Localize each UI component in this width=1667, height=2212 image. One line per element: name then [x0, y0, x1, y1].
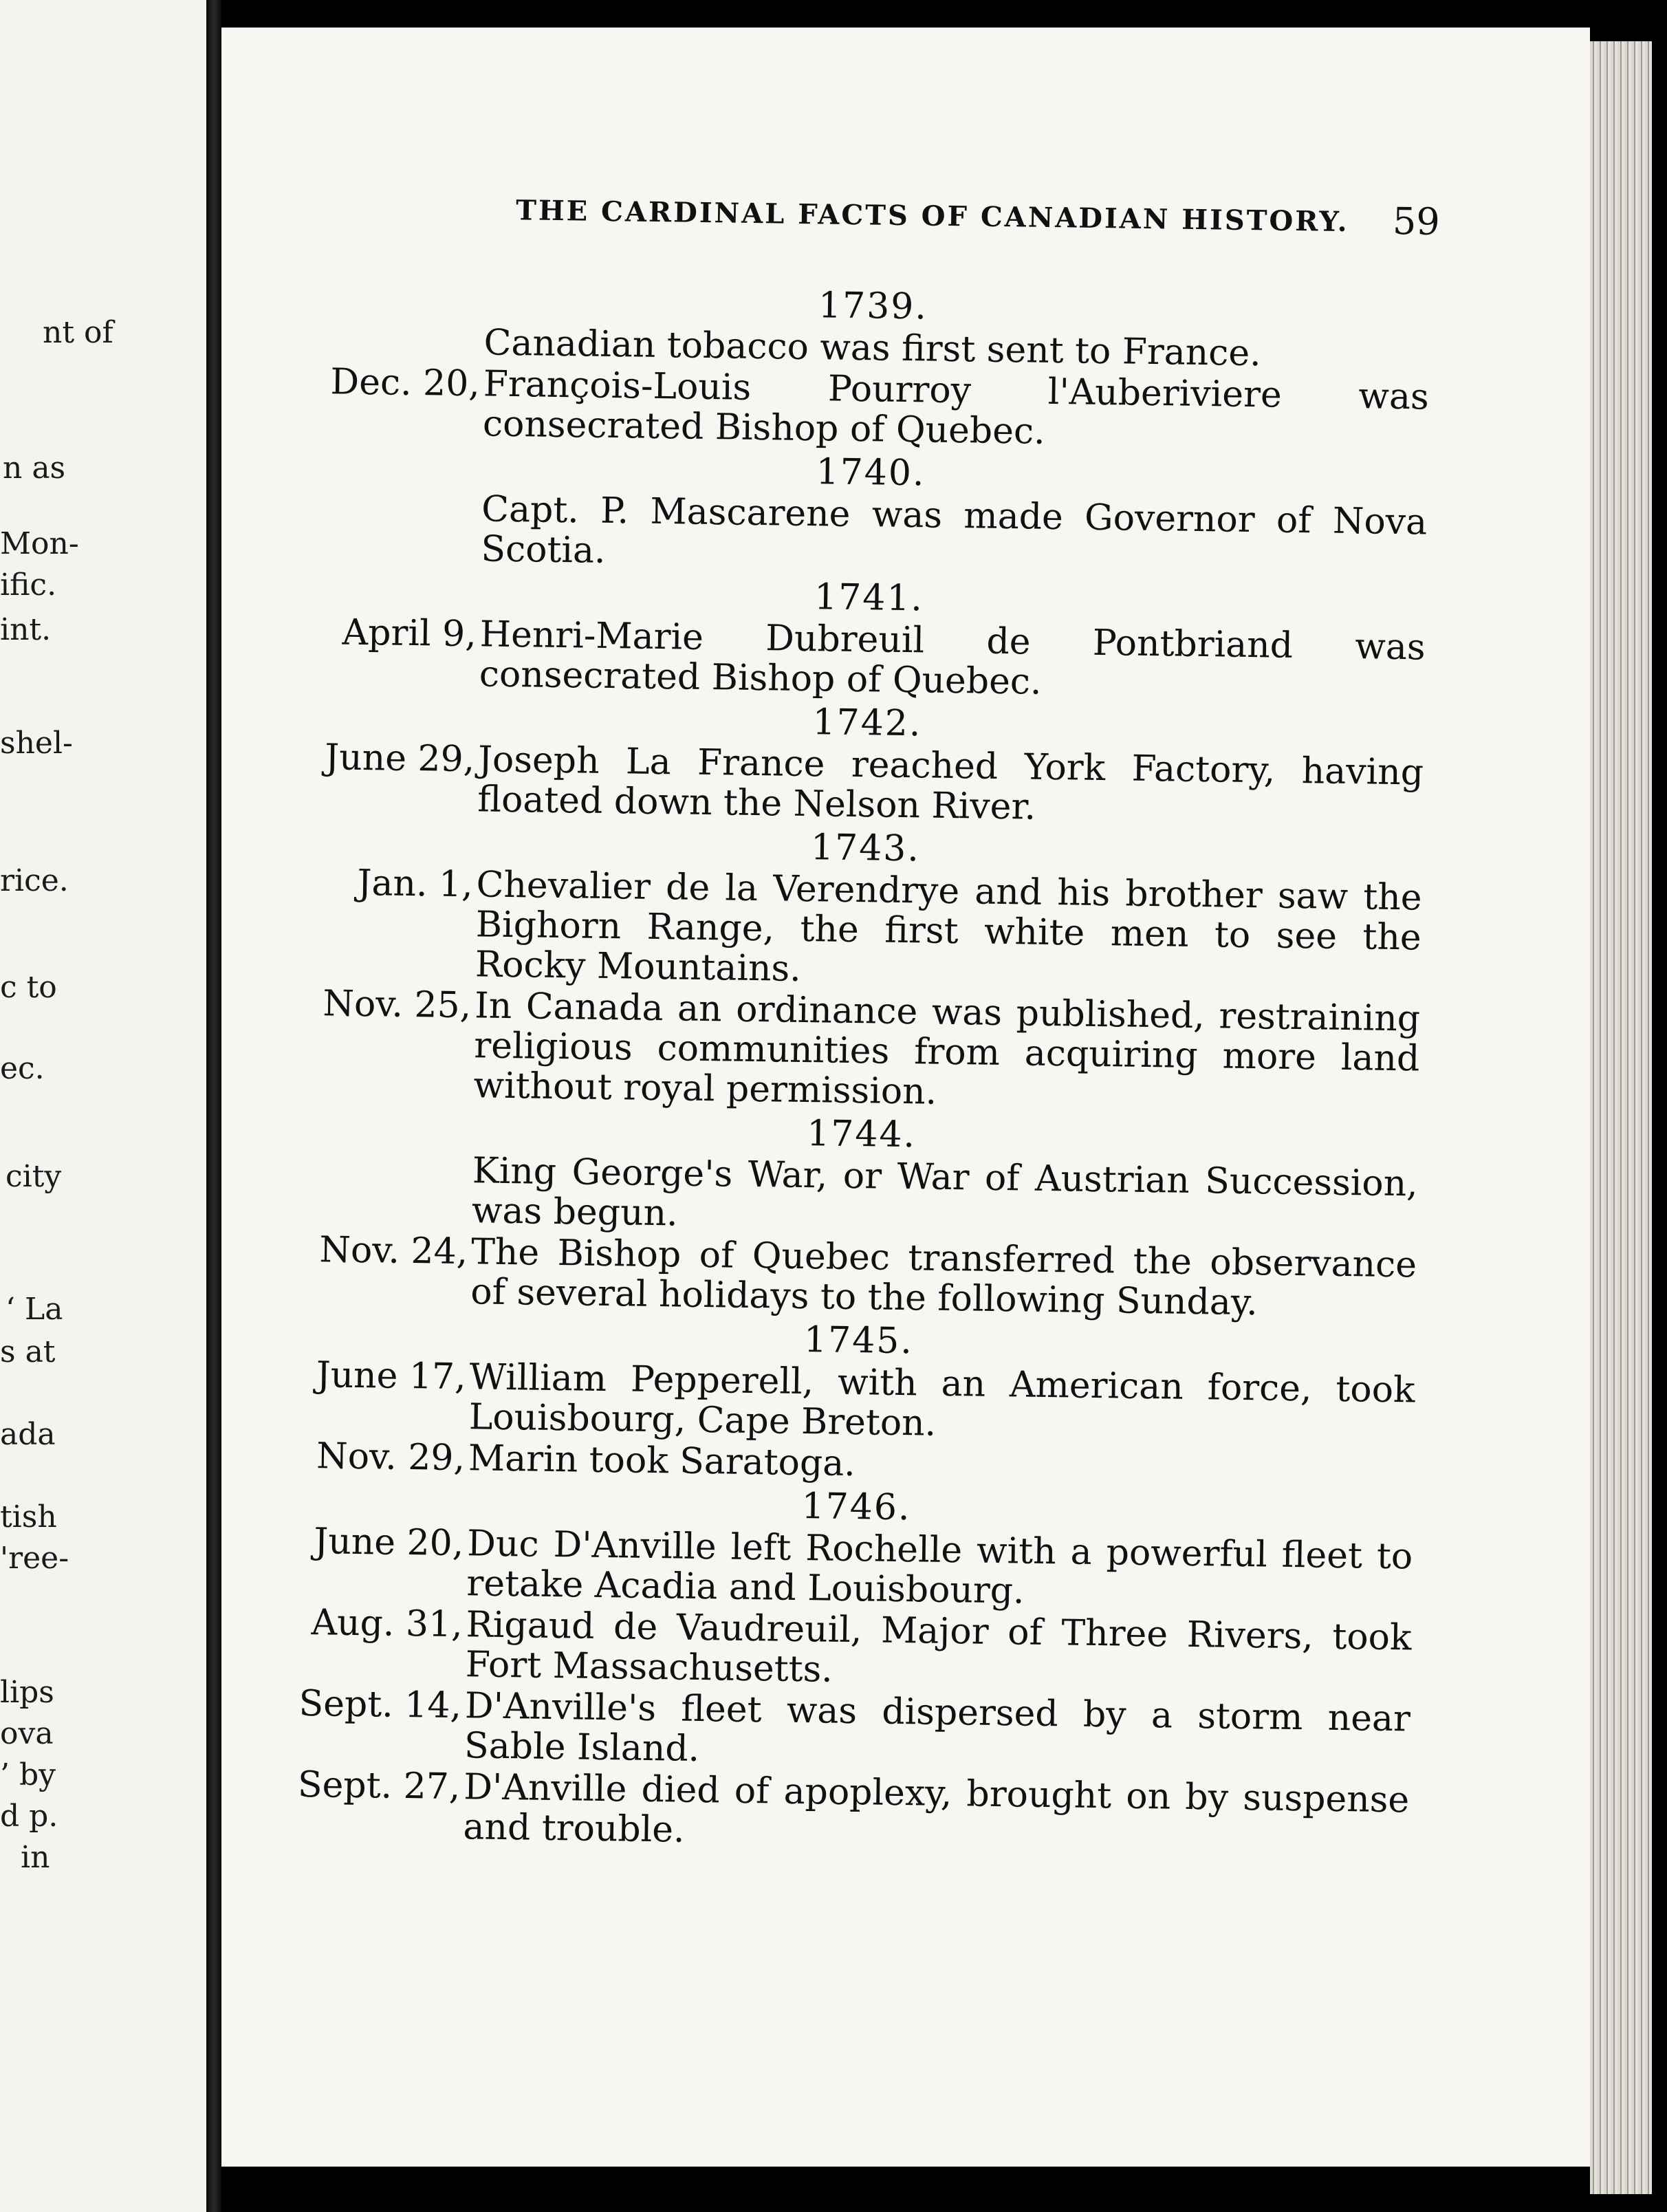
entry-text: Marin took Saratoga. [468, 1438, 856, 1485]
year-heading: 1745. [803, 1319, 914, 1363]
chronology-entry [296, 1603, 1411, 1698]
year-section [300, 1312, 1416, 1492]
entry-date: Dec. 20, [330, 361, 481, 405]
chronology-entry [309, 737, 1424, 833]
year-heading: 1741. [814, 576, 924, 620]
entry-date: Nov. 29, [316, 1435, 466, 1479]
year-section [314, 278, 1430, 457]
entry-text: François-Louis Pourroy l'Auberiviere was consecrated Bishop of Quebec. [482, 363, 1430, 453]
entry-date: April 9, [342, 611, 477, 655]
year-heading: 1739. [818, 285, 928, 328]
entry-date: June 17, [316, 1354, 467, 1398]
entry-date: Aug. 31, [311, 1602, 464, 1646]
chronology-entry [294, 1765, 1409, 1861]
chronology-entry [312, 487, 1427, 583]
year-section [309, 695, 1424, 833]
chronology-entry [305, 984, 1420, 1119]
chronology-body [294, 275, 1430, 1861]
year-section [305, 820, 1423, 1119]
facing-page-fragment: ova [0, 1716, 54, 1751]
facing-page-fragment: ada [0, 1417, 56, 1452]
facing-page-fragment: Mon- [0, 526, 79, 561]
chronology-entry [303, 1149, 1418, 1244]
facing-page-fragment: n as [3, 451, 66, 486]
facing-page-fragment: d p. [0, 1799, 58, 1834]
entry-text: Rigaud de Vaudreuil, Major of Three Rivers, took Fort Massachusetts. [465, 1604, 1412, 1691]
facing-page-fragment: rice. [0, 863, 69, 898]
facing-page-fragment: ‘ La [6, 1292, 63, 1327]
facing-page-fragment: tish [0, 1499, 57, 1535]
page-number: 59 [1392, 199, 1441, 243]
year-heading: 1746. [801, 1486, 911, 1529]
facing-page-fragment: s at [0, 1334, 56, 1369]
year-section [311, 570, 1426, 708]
entry-date: June 29, [324, 737, 475, 781]
facing-page-fragment: int. [0, 612, 52, 647]
facing-page-fragment: c to [0, 970, 57, 1005]
entry-text: D'Anville died of apoplexy, brought on by suspense and trouble. [463, 1766, 1410, 1851]
entry-date: Jan. 1, [357, 862, 474, 906]
entry-date: Nov. 24, [319, 1229, 468, 1273]
chronology-entry [311, 612, 1426, 708]
facing-page-fragment: in [21, 1840, 50, 1875]
entry-date: Sept. 27, [297, 1764, 461, 1808]
entry-date: Nov. 25, [323, 983, 472, 1027]
chronology-entry [298, 1521, 1413, 1617]
entry-text: Duc D'Anville left Rochelle with a powerful fleet to retake Acadia and Louisbourg. [466, 1523, 1413, 1612]
year-heading: 1743. [810, 827, 921, 870]
facing-page-fragment: lips [0, 1675, 54, 1710]
year-section [312, 444, 1428, 583]
entry-text: In Canada an ordinance was published, restraining religious communities from acquiring more land without royal permission. [473, 985, 1421, 1113]
chronology-entry [307, 863, 1422, 998]
facing-page-fragment: ec. [0, 1051, 45, 1086]
entry-text: Joseph La France reached York Factory, having floated down the Nelson River. [477, 739, 1424, 828]
page-stack-edge [1590, 41, 1652, 2194]
running-title: THE CARDINAL FACTS OF CANADIAN HISTORY. [515, 194, 1349, 239]
facing-page-fragment: ific. [0, 567, 57, 603]
chronology-entry [314, 362, 1429, 457]
year-section [294, 1479, 1413, 1861]
facing-page-fragment: 'ree- [0, 1541, 69, 1576]
entry-text: Henri-Marie Dubreuil de Pontbriand was consecrated Bishop of Quebec. [479, 614, 1426, 703]
entry-text: Chevalier de la Verendrye and his brother saw the Bighorn Range, the first white men to see the Rocky Mountains. [475, 864, 1422, 990]
entry-text: The Bishop of Quebec transferred the observance of several holidays to the following Sunday. [470, 1231, 1417, 1324]
chronology-entry [302, 1230, 1417, 1325]
year-section [302, 1106, 1419, 1325]
entry-date: June 20, [314, 1521, 464, 1565]
chronology-entry [300, 1355, 1415, 1451]
chronology-entry [296, 1684, 1410, 1779]
facing-page-fragment: nt of [43, 315, 113, 350]
entry-text: Capt. P. Mascarene was made Governor of Nova Scotia. [481, 488, 1428, 572]
facing-page-fragment: city [6, 1159, 62, 1194]
book-gutter [206, 0, 221, 2212]
entry-text: D'Anville's fleet was dispersed by a storm near Sable Island. [464, 1685, 1411, 1770]
year-heading: 1742. [812, 702, 922, 745]
facing-page-fragment: shel- [0, 726, 73, 761]
entry-date: Sept. 14, [298, 1682, 462, 1727]
entry-text: Canadian tobacco was first sent to France. [483, 322, 1262, 375]
facing-page-edge [0, 0, 206, 2212]
entry-text: William Pepperell, with an American force, took Louisbourg, Cape Breton. [468, 1356, 1415, 1444]
year-heading: 1740. [816, 451, 926, 495]
year-heading: 1744. [806, 1113, 917, 1156]
facing-page-fragment: ’ by [0, 1757, 56, 1792]
entry-text: King George's War, or War of Austrian Succession, was begun. [471, 1150, 1419, 1235]
